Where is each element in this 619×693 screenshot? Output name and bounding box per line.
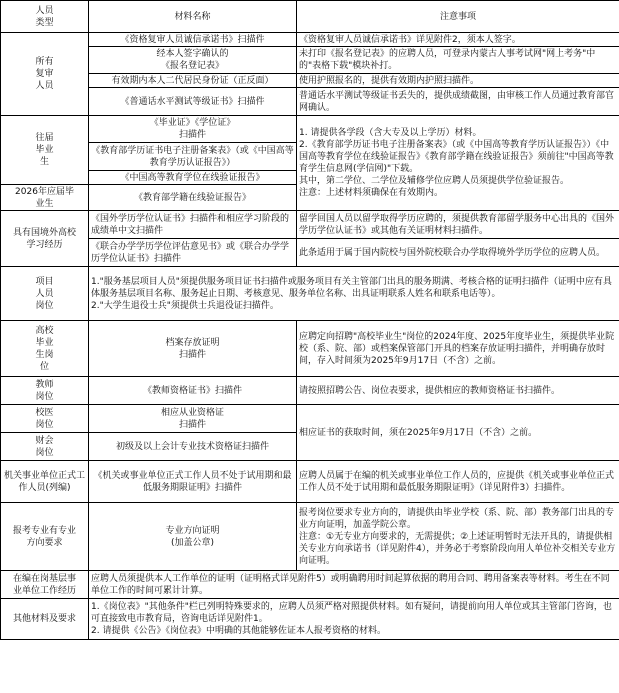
material-cell: 专业方向证明 (加盖公章) (89, 503, 297, 571)
material-cell: 有效期内本人二代居民身份证（正反面） (89, 74, 297, 88)
table-row (1, 74, 619, 88)
material-cell: 《教育部学历证书电子注册备案表》（或《中国高等教育学历认证报告》） (89, 143, 297, 171)
type-cell: 校医 岗位 (1, 405, 89, 433)
material-cell: 《教育部学籍在线验证报告》 (89, 185, 297, 211)
table-row (1, 47, 619, 74)
material-cell: 《国外学历学位认证书》扫描件和相应学习阶段的成绩单中文扫描件 (89, 211, 297, 239)
type-cell: 高校 毕业 生岗 位 (1, 321, 89, 377)
header-notes: 注意事项 (297, 1, 619, 33)
material-cell: 相应从业资格证 扫描件 (89, 405, 297, 433)
header-type: 人员 类型 (1, 1, 89, 33)
notes-cell: 《资格复审人员诚信承诺书》详见附件2，须本人签字。 (297, 33, 619, 47)
notes-cell: 应聘人员属于在编的机关或事业单位工作人员的，应提供《机关或事业单位正式工作人员不处于试用期和最低服务期限证明》（详见附件3）扫描件。 (297, 461, 619, 503)
table-row (1, 211, 619, 239)
table-row (1, 321, 619, 377)
table-row (1, 599, 619, 640)
type-cell: 所有 复审 人员 (1, 33, 89, 116)
notes-cell: 使用护照报名的，提供有效期内护照扫描件。 (297, 74, 619, 88)
table-row (1, 239, 619, 267)
notes-cell: 此条适用于属于国内院校与国外院校联合办学取得境外学历学位的应聘人员。 (297, 239, 619, 267)
merged-notes-cell: 1."服务基层项目人员"须提供服务项目证书扫描件或服务项目有关主管部门出具的服务期满、考核合格的证明扫描件（证明中应有具体服务基层项目名称、服务起止日期、考核意见、服务单位名称、出具证明联系人姓名和联系电话等）。 2."大学生退役士兵"须提供士兵退役证扫描件。 (89, 267, 619, 321)
notes-cell: 请按照招聘公告、岗位表要求，提供相应的教师资格证书扫描件。 (297, 377, 619, 405)
table-header-row (1, 1, 619, 33)
type-cell: 具有国境外高校 学习经历 (1, 211, 89, 267)
table-row (1, 33, 619, 47)
table-row (1, 461, 619, 503)
table-row (1, 116, 619, 143)
type-cell: 往届 毕业 生 (1, 116, 89, 185)
notes-cell: 1. 请提供各学段（含大专及以上学历）材料。 2.《教育部学历证书电子注册备案表》（或《中国高等教育学历认证报告》）《中国高等教育学位在线验证报告》《教育部学籍在线验证报告》须前往"中国高等教育学生信息网(学信网)"下载。 其中，第二学位、二学位及辅修学位应聘人员须提供学位验证报告。 注意：上述材料须确保在有效期内。 (297, 116, 619, 211)
table-row (1, 503, 619, 571)
notes-cell: 相应证书的获取时间，须在2025年9月17日（不含）之前。 (297, 405, 619, 461)
type-cell: 报考专业有专业 方向要求 (1, 503, 89, 571)
material-cell: 《中国高等教育学位在线验证报告》 (89, 171, 297, 185)
material-cell: 初级及以上会计专业技术资格证扫描件 (89, 433, 297, 461)
material-cell: 《普通话水平测试等级证书》扫描件 (89, 88, 297, 116)
notes-cell: 未打印《报名登记表》的应聘人员，可登录内蒙古人事考试网"网上考务"中的"表格下载"模块补打。 (297, 47, 619, 74)
material-cell: 档案存放证明 扫描件 (89, 321, 297, 377)
table-row (1, 571, 619, 599)
table-row (1, 377, 619, 405)
material-cell: 经本人签字确认的 《报名登记表》 (89, 47, 297, 74)
table-row (1, 405, 619, 433)
table-row (1, 88, 619, 116)
notes-cell: 应聘定向招聘"高校毕业生"岗位的2024年度、2025年度毕业生，须提供毕业院校（系、院、部）或档案保管部门开具的档案存放证明扫描件，并明确存放时间，存入时间须为2025年9月17日（不含）之前。 (297, 321, 619, 377)
merged-notes-cell: 应聘人员须提供本人工作单位的证明（证明格式详见附件5）或明确聘用时间起算依据的聘用合同、聘用备案表等材料。考生在不同单位工作的时间可累计计算。 (89, 571, 619, 599)
notes-cell: 留学回国人员以留学取得学历应聘的，须提供教育部留学服务中心出具的《国外学历学位认证书》或其他有关证明材料扫描件。 (297, 211, 619, 239)
merged-notes-cell: 1.《岗位表》"其他条件"栏已列明特殊要求的，应聘人员须严格对照提供材料。如有疑问，请提前向用人单位或其主管部门咨询，也可直接致电市教育局，咨询电话详见附件1。 2. 请提供《公告》《岗位表》中明确的其他能够佐证本人报考资格的材料。 (89, 599, 619, 640)
material-cell: 《教师资格证书》扫描件 (89, 377, 297, 405)
table-row (1, 267, 619, 321)
type-cell: 财会 岗位 (1, 433, 89, 461)
material-cell: 《毕业证》《学位证》 扫描件 (89, 116, 297, 143)
type-cell: 机关事业单位正式工作人员(列编) (1, 461, 89, 503)
type-cell: 其他材料及要求 (1, 599, 89, 640)
notes-cell: 普通话水平测试等级证书丢失的，提供成绩截图，由审核工作人员通过教育部官网确认。 (297, 88, 619, 116)
type-cell: 在编在岗基层事 业单位工作经历 (1, 571, 89, 599)
notes-cell: 报考岗位要求专业方向的，请提供由毕业学校（系、院、部）教务部门出具的专业方向证明，加盖学院公章。 注意：①无专业方向要求的，无需提供；②上述证明暂时无法开具的，请提供相关专业方向承诺书（详见附件4），并务必于考察阶段向用人单位补交相关专业方向证明。 (297, 503, 619, 571)
material-cell: 《联合办学学历学位评估意见书》或《联合办学学历学位认证书》扫描件 (89, 239, 297, 267)
header-material: 材料名称 (89, 1, 297, 33)
type-cell: 2026年应届毕 业生 (1, 185, 89, 211)
type-cell: 项目 人员 岗位 (1, 267, 89, 321)
material-cell: 《机关或事业单位正式工作人员不处于试用期和最低服务期限证明》扫描件 (89, 461, 297, 503)
type-cell: 教师 岗位 (1, 377, 89, 405)
material-cell: 《资格复审人员诚信承诺书》扫描件 (89, 33, 297, 47)
